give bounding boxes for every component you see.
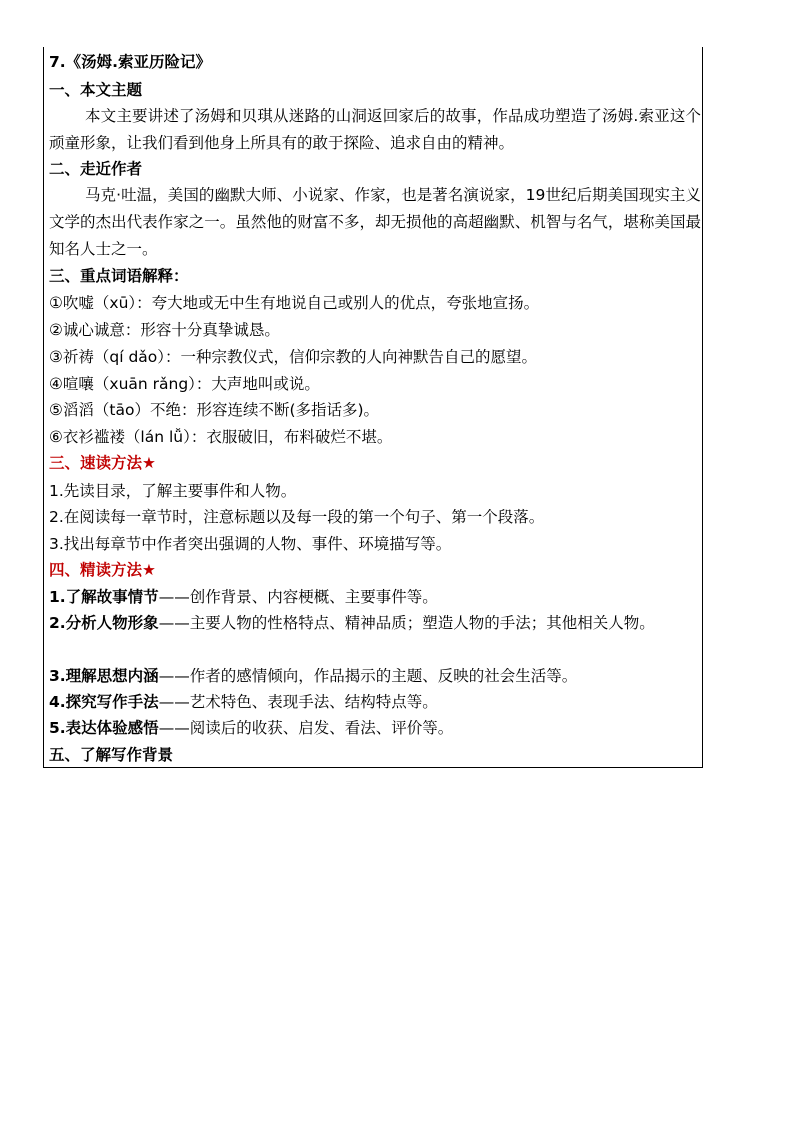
speed-item: 2.在阅读每一章节时，注意标题以及每一段的第一个句子、第一个段落。 (49, 508, 545, 526)
section-background-heading: 五、了解写作背景 (49, 746, 174, 764)
vocab-item: ②诚心诚意：形容十分真挚诚恳。 (49, 321, 280, 339)
section-author-body: 马克·吐温，美国的幽默大师、小说家、作家，也是著名演说家，19世纪后期美国现实主义文学的杰出代表作家之一。虽然他的财富不多，却无损他的高超幽默、机智与名气，堪称美国最知名人士之一。 (49, 186, 701, 258)
intensive-desc: ——作者的感情倾向，作品揭示的主题、反映的社会生活等。 (158, 667, 578, 685)
speed-item: 1.先读目录，了解主要事件和人物。 (49, 482, 297, 500)
intensive-desc: ——主要人物的性格特点、精神品质；塑造人物的手法；其他相关人物。 (158, 614, 655, 632)
intensive-term: 5.表达体验感悟 (49, 719, 159, 737)
section-speed-heading-text: 三、速读方法 (49, 454, 143, 472)
section-theme-heading: 一、本文主题 (49, 81, 143, 99)
section-speed-heading (49, 453, 156, 473)
intensive-term: 2.分析人物形象 (49, 614, 159, 632)
section-author-heading: 二、走近作者 (49, 160, 143, 178)
section-intensive-heading (49, 560, 156, 580)
intensive-item (49, 692, 438, 712)
intensive-item (49, 610, 701, 637)
vocab-item: ③祈祷（qí dǎo）：一种宗教仪式，信仰宗教的人向神默告自己的愿望。 (49, 348, 538, 366)
vocab-item: ④喧嚷（xuān rǎng）：大声地叫或说。 (49, 375, 320, 393)
speed-item: 3.找出每章节中作者突出强调的人物、事件、环境描写等。 (49, 535, 452, 553)
star-icon: ★ (142, 454, 156, 472)
section-vocab-heading: 三、重点词语解释： (49, 267, 189, 285)
star-icon: ★ (142, 561, 156, 579)
doc-title: 7.《汤姆.索亚历险记》 (49, 53, 212, 71)
intensive-term: 1.了解故事情节 (49, 588, 159, 606)
intensive-desc: ——创作背景、内容梗概、主要事件等。 (158, 588, 438, 606)
vocab-item: ①吹嘘（xū）：夸大地或无中生有地说自己或别人的优点，夸张地宣扬。 (49, 294, 540, 312)
vocab-item: ⑥衣衫褴褛（lán lǚ）：衣服破旧，布料破烂不堪。 (49, 428, 393, 446)
intensive-term: 4.探究写作手法 (49, 693, 159, 711)
vocab-item: ⑤滔滔（tāo）不绝：形容连续不断(多指话多)。 (49, 401, 380, 419)
section-theme-body: 本文主要讲述了汤姆和贝琪从迷路的山洞返回家后的故事，作品成功塑造了汤姆.索亚这个顽童形象，让我们看到他身上所具有的敢于探险、追求自由的精神。 (49, 107, 701, 152)
intensive-desc: ——艺术特色、表现手法、结构特点等。 (158, 693, 438, 711)
intensive-term: 3.理解思想内涵 (49, 667, 159, 685)
intensive-desc: ——阅读后的收获、启发、看法、评价等。 (158, 719, 454, 737)
intensive-item (49, 587, 438, 607)
intensive-item (49, 666, 577, 686)
intensive-item (49, 718, 453, 738)
section-intensive-heading-text: 四、精读方法 (49, 561, 143, 579)
